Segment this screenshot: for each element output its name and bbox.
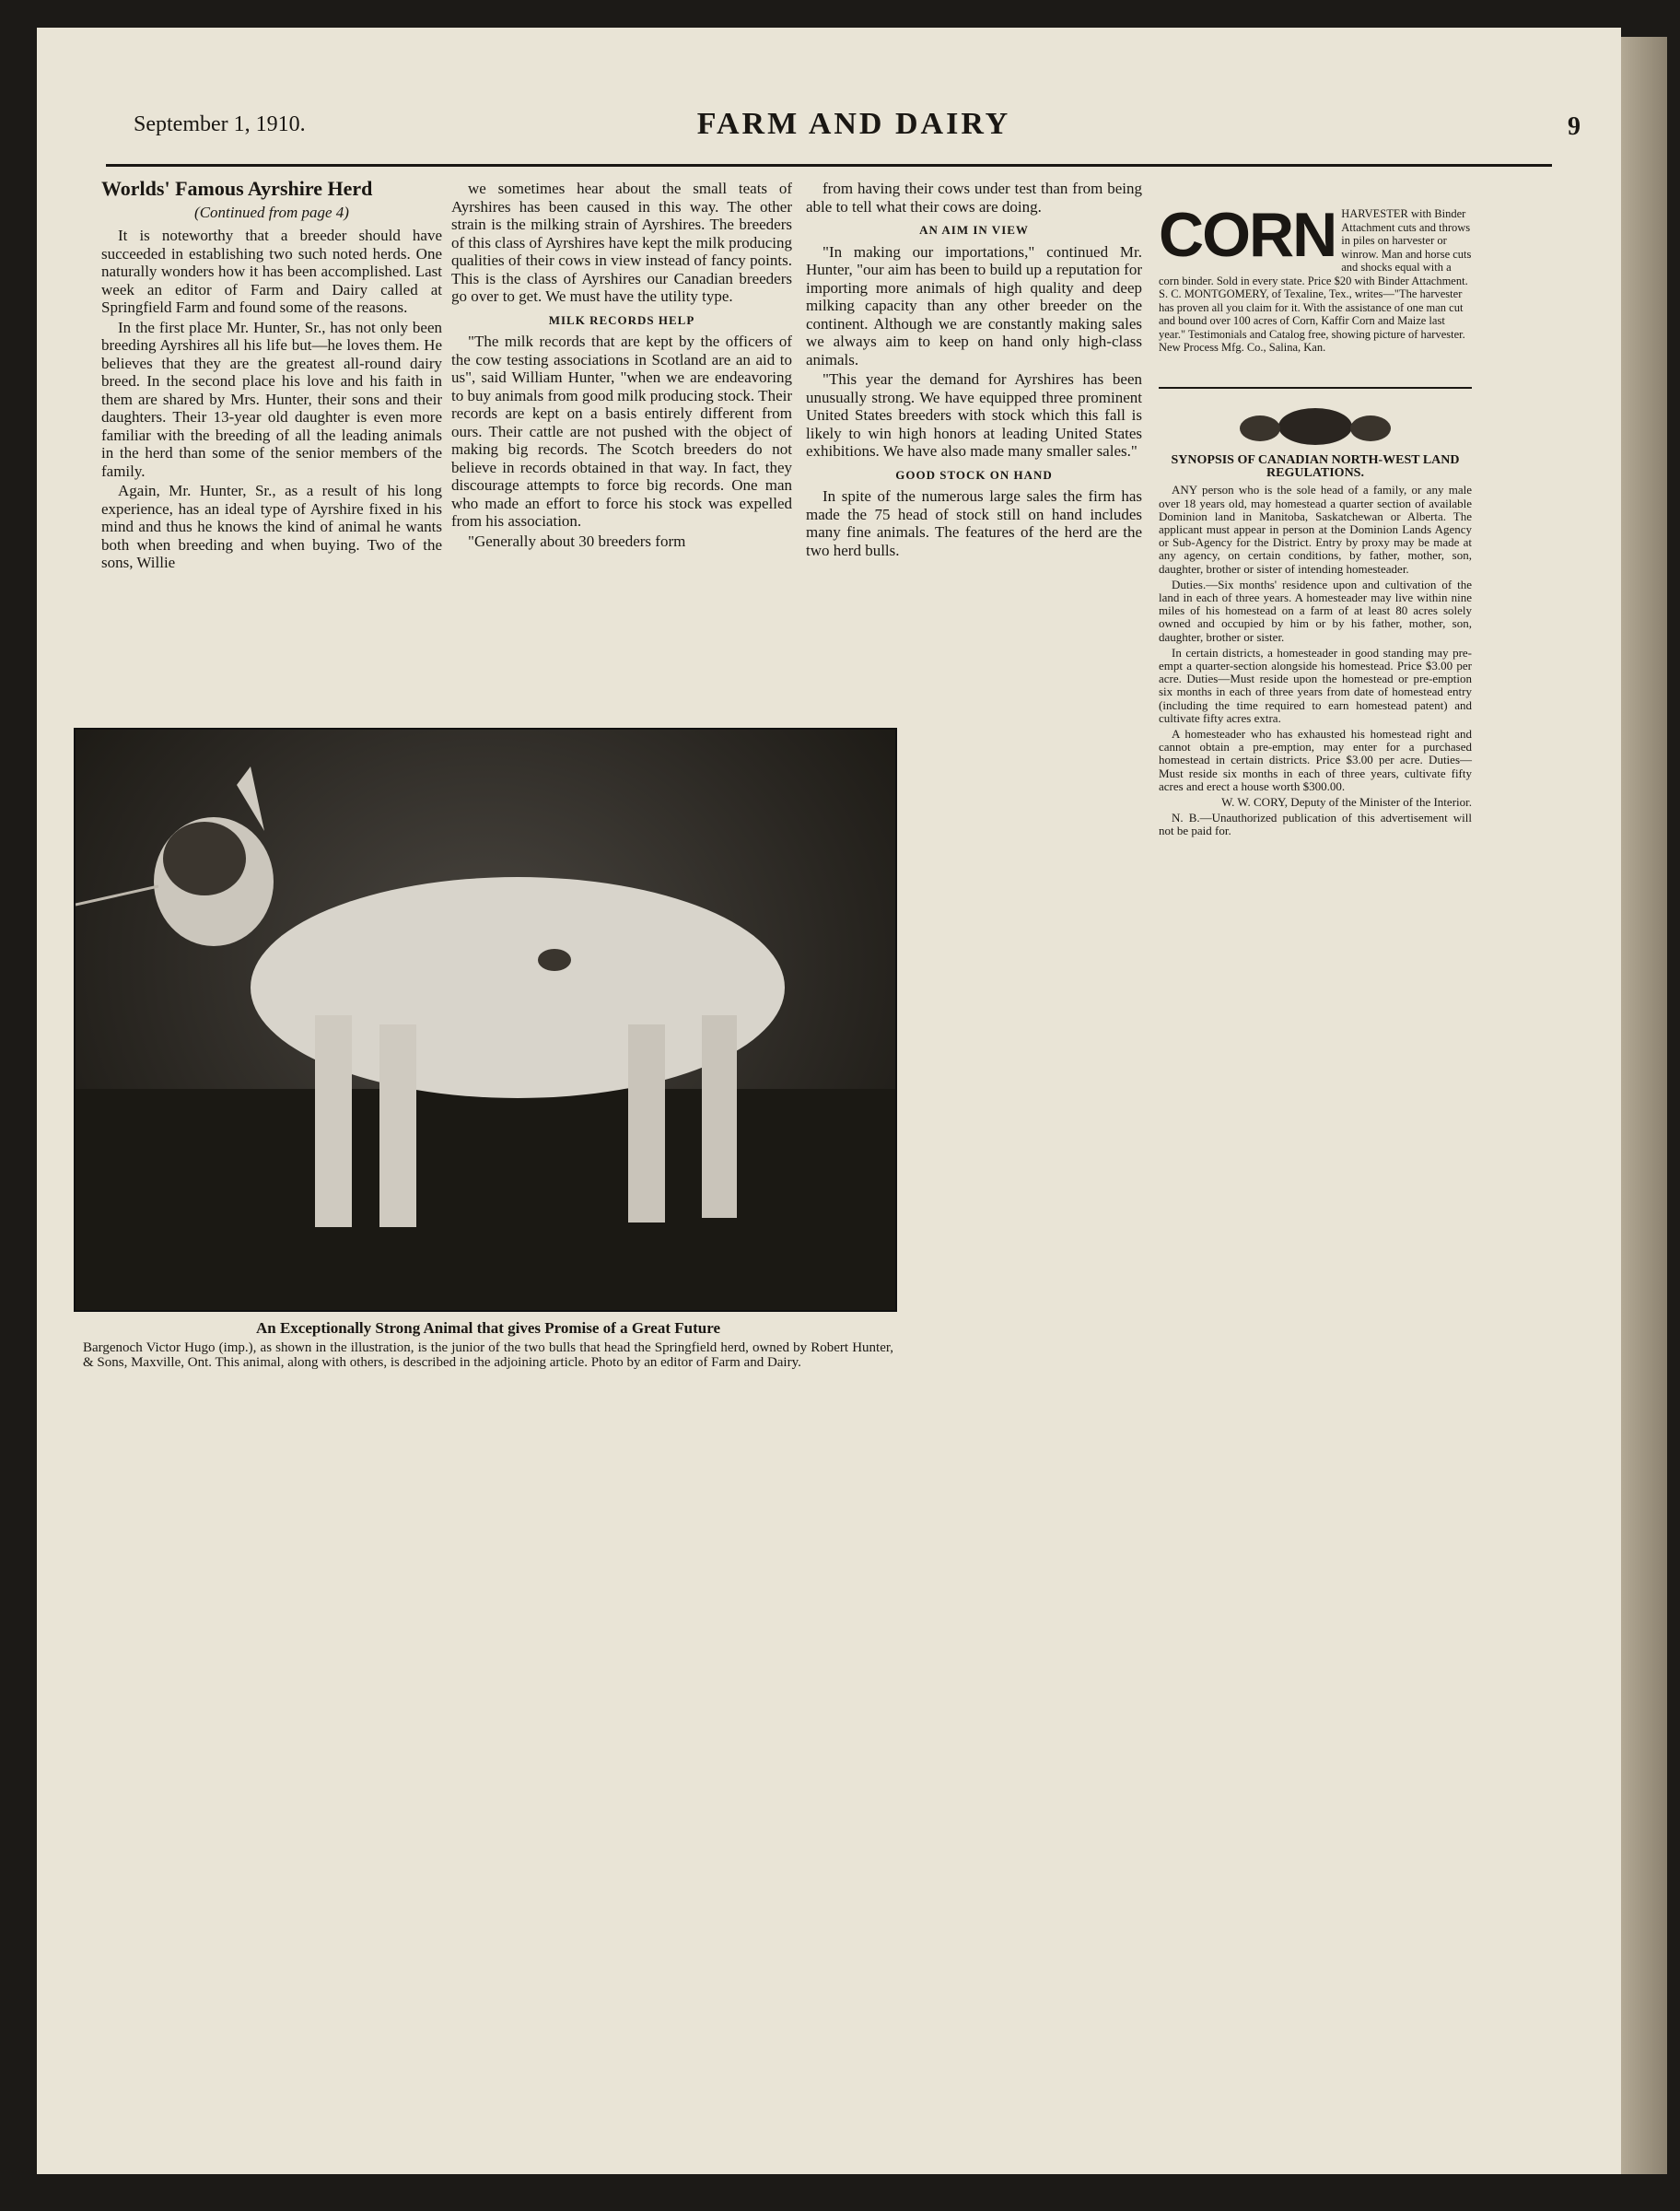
article-column-3 [806, 180, 1142, 723]
photo-caption: Bargenoch Victor Hugo (imp.), as shown in the illustration, is the junior of the two bulls that head the Springfield herd, owned by Robert Hunter, & Sons, Maxville, Ont. This animal, along with others, is described in the adjoining article. Photo by an editor of Farm and Dairy. [83, 1340, 893, 1370]
page-header [92, 81, 1616, 141]
corn-ad-headline: CORN [1159, 200, 1336, 270]
synopsis-paragraph: Duties.—Six months' residence upon and cultivation of the land in each of three years. A homesteader may live within nine miles of his homestead on a farm of at least 80 acres solely owned and occupied by him or by his father, mother, son, daughter, brother or sister. [1159, 577, 1472, 644]
land-regulations-ad [1159, 401, 1472, 1101]
corn-harvester-ad [1159, 200, 1472, 389]
photo-caption-title: An Exceptionally Strong Animal that gives Promise of a Great Future [255, 1319, 720, 1337]
section-heading: GOOD STOCK ON HAND [895, 467, 1053, 482]
section-heading: MILK RECORDS HELP [548, 312, 695, 327]
paragraph: from having their cows under test than from being able to tell what their cows are doing. [806, 180, 1142, 216]
synopsis-paragraph: ANY person who is the sole head of a family, or any male over 18 years old, may homestead a quarter section of available Dominion land in Manitoba, Saskatchewan or Alberta. The applicant must appear in person at the Dominion Lands Agency or Sub-Agency for the District. Entry by proxy may be made at any agency, on certain conditions, by father, mother, son, daughter, brother or sister of intending homesteader. [1159, 483, 1472, 576]
synopsis-title: SYNOPSIS OF CANADIAN NORTH-WEST LAND REGULATIONS. [1171, 453, 1460, 481]
paragraph: "In making our importations," continued Mr. Hunter, "our aim has been to build up a reputation for importing more animals of high quality and deep milking capacity than any other breeder on the continent. Although we are constantly making sales we always aim to keep on hand only high-class animals. [806, 242, 1142, 368]
bull-photo [74, 728, 897, 1312]
synopsis-signature: W. W. CORY, Deputy of the Minister of the Interior. [1221, 795, 1472, 810]
paragraph: "Generally about 30 breeders form [468, 532, 686, 550]
masthead: FARM AND DAIRY [696, 107, 1011, 141]
page-number: 9 [1568, 112, 1581, 141]
paragraph: "The milk records that are kept by the officers of the cow testing associations in Scotland are an aid to us", said William Hunter, "when we are endeavoring to buy animals from good milk producing stock. Their records are kept on a basis entirely different from ours. Their cattle are not pushed with the object of making big records. The Scotch breeders do not believe in records obtained in that way. In fact, they discourage attempts to force big records. One man who made an effort to force his stock was expelled from his association. [451, 333, 792, 530]
coat-of-arms-icon [1159, 401, 1472, 447]
section-heading: AN AIM IN VIEW [919, 223, 1029, 237]
paragraph: "This year the demand for Ayrshires has been unusually strong. We have equipped three prominent United States breeders with stock which this fall is likely to win high honors at leading United States exhibitions. We have also made many smaller sales." [806, 370, 1142, 460]
issue-date: September 1, 1910. [134, 112, 306, 136]
paragraph: It is noteworthy that a breeder should have succeeded in establishing two such noted herds. One naturally wonders how it has been accomplished. Last week an editor of Farm and Dairy called at Springfield Farm and found some of the reasons. [101, 227, 442, 316]
article-column-2 [451, 180, 792, 714]
synopsis-paragraph: A homesteader who has exhausted his homestead right and cannot obtain a pre-emption, may enter for a purchased homestead in certain districts. Price $3.00 per acre. Duties—Must reside six months in each of three years, cultivate fifty acres and erect a house worth $300.00. [1159, 727, 1472, 793]
paragraph: In the first place Mr. Hunter, Sr., has not only been breeding Ayrshires all his life but—he loves them. He believes that they are the greatest all-round dairy breed. In the second place his love and his faith in them are shared by Mrs. Hunter, their sons and their daughters. Their 13-year old daughter is even more familiar with the breeding of all the leading animals in the herd than some of the senior members of the family. [101, 318, 442, 480]
bull-illustration [76, 730, 895, 1310]
paragraph: we sometimes hear about the small teats of Ayrshires has been caused in this way. The other strain is the milking strain of Ayrshires. The breeders of this class of Ayrshires have kept the milk producing qualities of their cows in view instead of fancy points. This is the class of Ayrshires our Canadian breeders go over to get. We must have the utility type. [451, 180, 792, 305]
paragraph: In spite of the numerous large sales the firm has made the 75 head of stock still on hand includes many fine animals. The features of the herd are the two herd bulls. [806, 487, 1142, 559]
continued-note: (Continued from page 4) [194, 203, 349, 221]
synopsis-notice: N. B.—Unauthorized publication of this advertisement will not be paid for. [1159, 811, 1472, 838]
header-rule [106, 164, 1552, 167]
corn-ad-text: HARVESTER with Binder Attachment cuts and throws in piles on harvester or winrow. Man and horse cuts and shocks equal with a corn binder. Sold in every state. Price $20 with Binder Attachment. S. C. MONTGOMERY, of Texaline, Tex., writes—"The harvester has proven all you claim for it. With the assistance of one man cut and bound over 100 acres of Corn, Kaffir Corn and Maize last year." Testimonials and Catalog free, showing picture of harvester. New Process Mfg. Co., Salina, Kan. [1159, 207, 1472, 354]
paragraph: Again, Mr. Hunter, Sr., as a result of his long experience, has an ideal type of Ayrshire fixed in his mind and thus he knows the kind of animal he wants both when breeding and when buying. Two of the sons, Willie [101, 482, 442, 571]
article-title: Worlds' Famous Ayrshire Herd [101, 180, 373, 200]
synopsis-paragraph: In certain districts, a homesteader in good standing may pre-empt a quarter-section alongside his homestead. Price $3.00 per acre. Duties—Must reside upon the homestead or pre-emption six months in each of three years from date of homestead entry (including the time required to earn homestead patent) and cultivate fifty acres extra. [1159, 645, 1472, 725]
article-column-1 [101, 180, 442, 714]
